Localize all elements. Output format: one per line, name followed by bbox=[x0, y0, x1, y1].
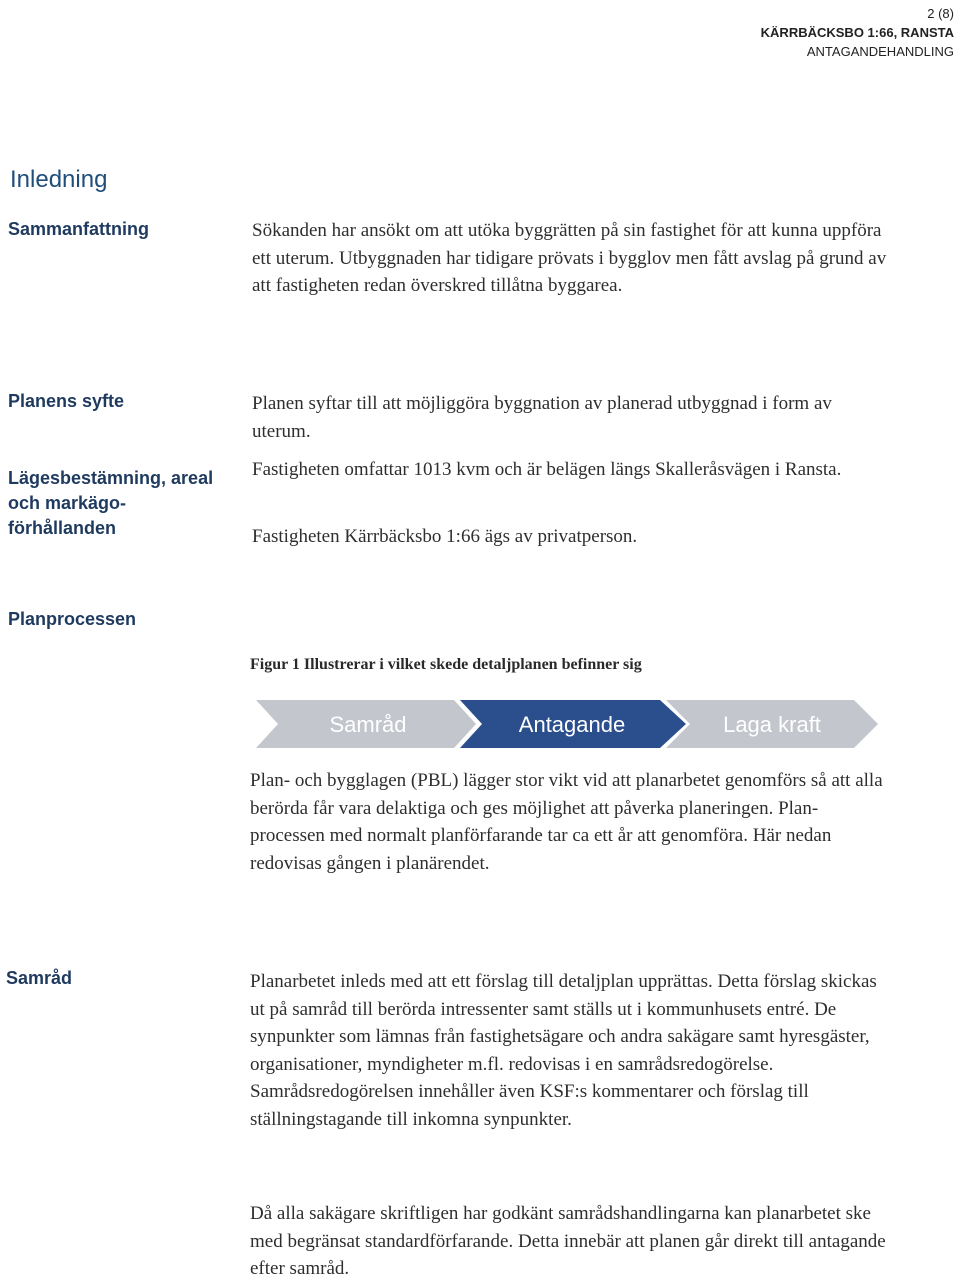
samrad-text-2: Då alla sakägare skriftligen har godkänt samrådshandlingarna kan planarbetet ske med begränsat standardförfarande. Detta innebär att planen går direkt till antagande efter samråd. bbox=[250, 1203, 886, 1279]
lage-text-1: Fastigheten omfattar 1013 kvm och är belägen längs Skalleråsvägen i Ransta. bbox=[252, 459, 842, 480]
lage-text-2: Fastigheten Kärrbäcksbo 1:66 ägs av privatperson. bbox=[252, 526, 638, 547]
page-header bbox=[761, 4, 954, 61]
document-subtitle: ANTAGANDEHANDLING bbox=[806, 44, 954, 59]
figure-caption: Figur 1 Illustrerar i vilket skede detaljplanen befinner sig bbox=[250, 656, 642, 673]
lage-label: Lägesbestämning, areal och markägo-förhållanden bbox=[8, 468, 214, 538]
step-lagakraft-label: Laga kraft bbox=[723, 712, 821, 737]
syfte-label: Planens syfte bbox=[8, 391, 125, 411]
samrad-label: Samråd bbox=[6, 968, 73, 988]
sammanfattning-label: Sammanfattning bbox=[8, 219, 150, 239]
sammanfattning-text: Sökanden har ansökt om att utöka byggrätten på sin fastighet för att kunna uppföra ett uterum. Utbyggnaden har tidigare prövats i bygglov men fått avslag på grund av att fastigheten redan överskred tillåtna byggarea. bbox=[252, 220, 887, 296]
planprocessen-text: Plan- och bygglagen (PBL) lägger stor vikt vid att planarbetet genomförs så att alla berörda får vara delaktiga och ges möjlighet att påverka planeringen. Plan-processen med normalt planförfarande tar ca ett år att genomföra. Här nedan redovisas gången i planärendet. bbox=[250, 770, 883, 874]
process-diagram bbox=[250, 698, 880, 750]
planprocessen-label: Planprocessen bbox=[8, 609, 137, 629]
page-number: 2 (8) bbox=[927, 6, 954, 21]
document-title: KÄRRBÄCKSBO 1:66, RANSTA bbox=[760, 25, 954, 40]
step-samrad-label: Samråd bbox=[329, 712, 407, 737]
samrad-text-1: Planarbetet inleds med att ett förslag till detaljplan upprättas. Detta förslag skickas ut på samråd till berörda intressenter samt ställs ut i kommunhusets entré. De synpunkter som lämnas från fastighetsägare och andra sakägare samt hyresgäster, organisationer, myndigheter m.fl. redovisas i en samrådsredogörelse. Samrådsredogörelsen innehåller även KSF:s kommentarer och förslag till ställningstagande till inkomna synpunkter. bbox=[250, 971, 877, 1130]
syfte-text: Planen syftar till att möjliggöra byggnation av planerad utbyggnad i form av uterum. bbox=[252, 393, 832, 442]
step-antagande-label: Antagande bbox=[518, 712, 626, 737]
section-heading: Inledning bbox=[10, 166, 108, 193]
